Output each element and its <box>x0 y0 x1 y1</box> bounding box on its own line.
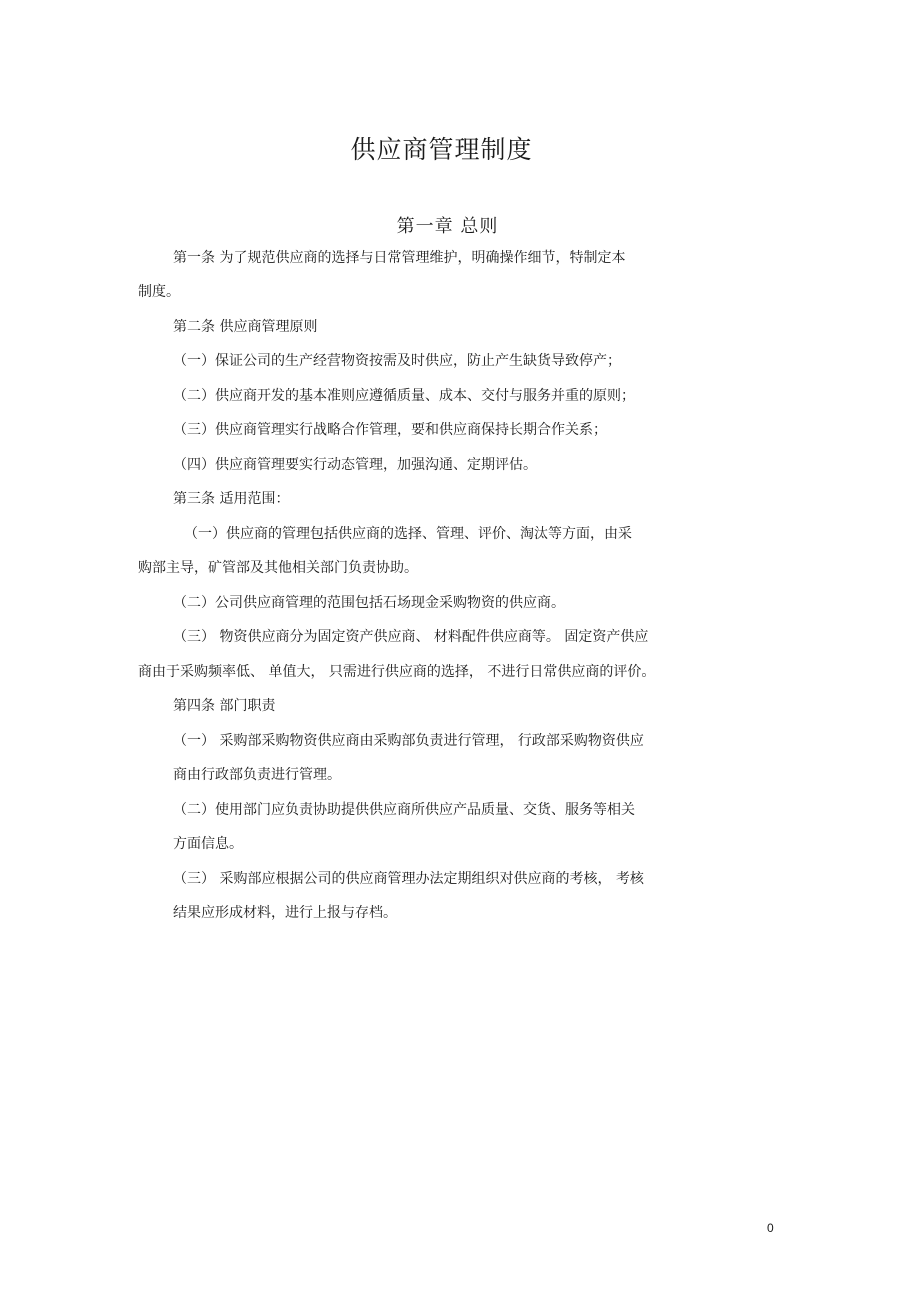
article-4-item-2-line-2: 方面信息。 <box>173 836 243 852</box>
article-2-item-1: （一）保证公司的生产经营物资按需及时供应，防止产生缺货导致停产； <box>173 353 621 369</box>
article-2-item-3: （三）供应商管理实行战略合作管理，要和供应商保持长期合作关系； <box>173 422 607 438</box>
article-1-line-2: 制度。 <box>138 284 180 300</box>
page-number: 0 <box>767 1221 774 1235</box>
article-4-item-1-line-1: （一） 采购部采购物资供应商由采购部负责进行管理， 行政部采购物资供应 <box>173 733 644 749</box>
article-1-line-1: 第一条 为了规范供应商的选择与日常管理维护，明确操作细节，特制定本 <box>173 250 626 266</box>
article-4-item-1-line-2: 商由行政部负责进行管理。 <box>173 767 341 783</box>
article-3-item-1-line-2: 购部主导，矿管部及其他相关部门负责协助。 <box>138 560 418 576</box>
article-4-item-2-line-1: （二）使用部门应负责协助提供供应商所供应产品质量、交货、服务等相关 <box>173 802 635 818</box>
article-2-heading: 第二条 供应商管理原则 <box>173 319 318 335</box>
article-4-item-3-line-2: 结果应形成材料，进行上报与存档。 <box>173 905 397 921</box>
article-4-heading: 第四条 部门职责 <box>173 698 276 714</box>
chapter-title: 第一章 总则 <box>396 216 499 237</box>
article-3-item-3-line-2: 商由于采购频率低、 单值大， 只需进行供应商的选择， 不进行日常供应商的评价。 <box>138 664 656 680</box>
article-3-item-3-line-1: （三） 物资供应商分为固定资产供应商、 材料配件供应商等。 固定资产供应 <box>173 629 649 645</box>
article-3-item-2: （二）公司供应商管理的范围包括石场现金采购物资的供应商。 <box>173 595 565 611</box>
article-2-item-4: （四）供应商管理要实行动态管理，加强沟通、定期评估。 <box>173 457 537 473</box>
document-title: 供应商管理制度 <box>350 135 533 164</box>
article-3-item-1-line-1: （一）供应商的管理包括供应商的选择、管理、评价、淘汰等方面，由采 <box>184 526 632 542</box>
article-2-item-2: （二）供应商开发的基本准则应遵循质量、成本、交付与服务并重的原则； <box>173 388 635 404</box>
article-3-heading: 第三条 适用范围： <box>173 491 290 507</box>
article-4-item-3-line-1: （三） 采购部应根据公司的供应商管理办法定期组织对供应商的考核， 考核 <box>173 871 644 887</box>
